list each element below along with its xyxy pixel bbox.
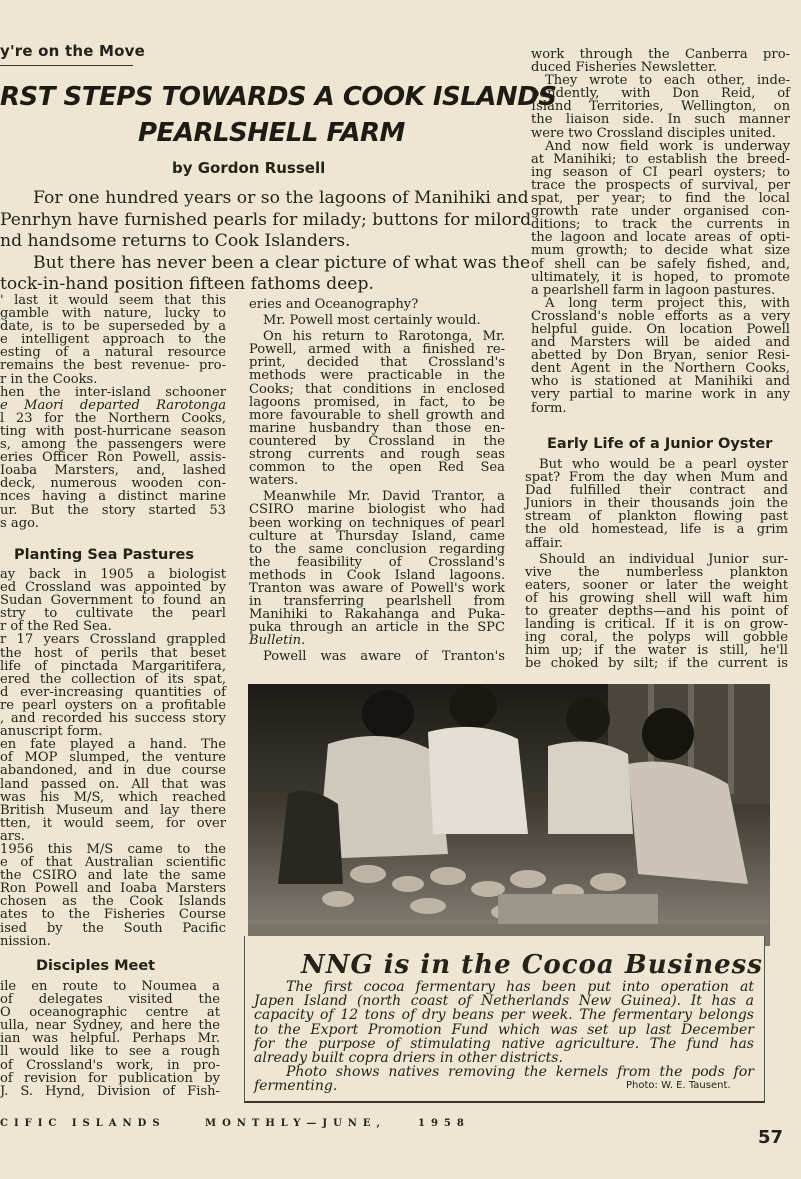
text-line: e of that Australian scientific	[0, 855, 226, 871]
text-line: been working on techniques of pearl	[249, 515, 505, 531]
text-line: Ron Powell and Ioaba Marsters	[0, 881, 226, 897]
text-line: form.	[531, 400, 567, 416]
caption-line: Japen Island (north coast of Netherlands New Guinea). It has a	[254, 993, 754, 1010]
lead-line: tock-in-hand position fifteen fathoms deep.	[0, 274, 374, 294]
text-line: culture at Thursday Island, came	[249, 528, 505, 544]
text-line: d ever-increasing quantities of	[0, 684, 226, 700]
text-line: ultimately, it is hoped, to promote	[531, 269, 790, 285]
text-line: lagoons promised, in fact, to be	[249, 394, 505, 410]
text-line: of his growing shell will waft him	[525, 590, 788, 606]
text-line: waters.	[249, 473, 299, 489]
text-line: remains the best revenue- pro-	[0, 358, 226, 374]
text-line: ised by the South Pacific	[0, 920, 226, 936]
text-line: in transferring pearlshell from	[249, 594, 505, 610]
text-line: ered the collection of its spat,	[0, 671, 226, 687]
text-line: ' last it would seem that this	[0, 293, 226, 308]
text-line: anuscript form.	[0, 724, 103, 740]
text-line: CSIRO marine biologist who had	[249, 502, 505, 518]
text-line: the CSIRO and late the same	[0, 868, 226, 884]
text-line: life of pinctada Margaritifera,	[0, 658, 226, 674]
text-line: Juniors in their thousands join the	[525, 496, 788, 512]
text-line: the lagoon and locate areas of opti-	[531, 230, 790, 246]
text-line: the old homestead, life is a grim	[525, 522, 788, 538]
text-line: print, decided that Crossland's	[249, 355, 505, 371]
section-rule	[0, 65, 133, 66]
lead-line: For one hundred years or so the lagoons of Manihiki and	[33, 188, 529, 208]
lead-line: Penrhyn have furnished pearls for milady; buttons for milord	[0, 209, 532, 230]
column-3-part-b	[525, 458, 788, 671]
text-line: Manihiki to Rakahanga and Puka-	[249, 607, 505, 623]
text-line: eries and Oceanography?	[249, 297, 419, 312]
text-line: trace the prospects of survival, per	[531, 177, 790, 193]
subhead-disciples: Disciples Meet	[36, 958, 156, 974]
footer-magazine-name: CIFIC ISLANDS	[0, 1118, 166, 1129]
text-line: s ago.	[0, 515, 39, 531]
text-line: ulla, near Sydney, and here the	[0, 1018, 220, 1034]
text-line: s, among the passengers were	[0, 437, 226, 453]
text-line: r of the Red Sea.	[0, 619, 112, 635]
text-line: Bulletin.	[249, 633, 306, 649]
text-line: methods were practicable in the	[249, 368, 505, 384]
subhead-planting: Planting Sea Pastures	[14, 547, 194, 563]
text-line: stream of plankton flowing past	[525, 509, 788, 525]
text-line: But who would be a pearl oyster	[539, 457, 788, 472]
headline-line-1: RST STEPS TOWARDS A COOK ISLANDS	[0, 82, 557, 112]
caption-line: already built copra driers in other districts.	[254, 1050, 563, 1067]
text-line: ting with post-hurricane season	[0, 423, 226, 439]
text-line: ur. But the story started 53	[0, 502, 226, 518]
text-line: Should an individual Junior sur-	[539, 551, 788, 567]
text-line: abetted by Don Bryan, senior Resi-	[531, 348, 790, 364]
column-1-part-b	[0, 568, 226, 948]
text-line: to greater depths—and his point of	[525, 604, 788, 620]
text-line: duced Fisheries Newsletter.	[531, 60, 718, 76]
caption-line: to the Export Promotion Fund which was set up last December	[254, 1021, 754, 1038]
text-line: helpful guide. On location Powell	[531, 321, 790, 337]
text-line: ian was helpful. Perhaps Mr.	[0, 1031, 220, 1047]
text-line: r 17 years Crossland grappled	[0, 632, 226, 648]
text-line: at Manihiki; to establish the breed-	[531, 151, 790, 167]
text-line: eaters, sooner or later the weight	[525, 577, 788, 593]
text-line: of shell can be safely fished, and,	[531, 256, 790, 272]
text-line: landing is critical. If it is on grow-	[525, 617, 788, 633]
text-line: eries Officer Ron Powell, assis-	[0, 450, 226, 466]
headline-line-2: PEARLSHELL FARM	[138, 118, 405, 148]
text-line: a pearlshell farm in lagoon pastures.	[531, 282, 776, 298]
column-2	[249, 298, 505, 664]
text-line: gamble with nature, lucky to	[0, 306, 226, 322]
text-line: Dad fulfilled their contract and	[525, 483, 788, 499]
caption-line: for the purpose of stimulating native agriculture. The fund has	[254, 1035, 754, 1052]
text-line: date, is to be superseded by a	[0, 319, 226, 335]
text-line: 1956 this M/S came to the	[0, 841, 226, 857]
text-line: On his return to Rarotonga, Mr.	[263, 329, 505, 345]
text-line: countered by Crossland in the	[249, 433, 505, 449]
text-line: deck, numerous wooden con-	[0, 476, 226, 492]
text-line: e Maori departed Rarotonga	[0, 397, 226, 413]
cocoa-fermentary-photo	[248, 684, 770, 946]
text-line: nission.	[0, 933, 51, 949]
text-line: stry to cultivate the pearl	[0, 606, 226, 622]
photo-illustration	[248, 684, 770, 946]
text-line: e intelligent approach to the	[0, 332, 226, 348]
text-line: nces having a distinct marine	[0, 489, 226, 505]
text-line: Cooks; that conditions in enclosed	[249, 381, 505, 397]
column-3-part-a	[531, 48, 790, 415]
text-line: very partial to marine work in any	[531, 387, 790, 403]
byline: by Gordon Russell	[172, 159, 326, 177]
section-tag: y're on the Move	[0, 42, 145, 60]
text-line: spat? From the day when Mum and	[525, 470, 788, 486]
caption-line: capacity of 12 tons of dry beans per week. The fermentary belongs	[254, 1007, 754, 1024]
text-line: strong currents and rough seas	[249, 447, 505, 463]
text-line: Mr. Powell most certainly would.	[263, 313, 481, 329]
text-line: hen the inter-island schooner	[0, 384, 226, 400]
caption-body	[254, 980, 754, 1094]
text-line: Powell, armed with a finished re-	[249, 342, 505, 358]
text-line: and Marsters will be aided and	[531, 335, 790, 351]
text-line: Ioaba Marsters, and, lashed	[0, 463, 226, 479]
text-line: land passed on. All that was	[0, 776, 226, 792]
text-line: to the same conclusion regarding	[249, 541, 505, 557]
text-line: of revision for publication by	[0, 1070, 220, 1086]
subhead-early-life: Early Life of a Junior Oyster	[547, 436, 773, 452]
text-line: British Museum and lay there	[0, 802, 226, 818]
text-line: methods in Cook Island lagoons.	[249, 567, 505, 583]
text-line: of Crossland's work, in pro-	[0, 1057, 220, 1073]
text-line: be choked by silt; if the current is	[525, 656, 788, 672]
text-line: Powell was aware of Tranton's	[263, 649, 505, 665]
text-line: of delegates visited the	[0, 992, 220, 1008]
column-1-part-c	[0, 980, 220, 1098]
text-line: A long term project this, with	[545, 295, 790, 311]
lead-paragraph	[0, 188, 532, 296]
text-line: en fate played a hand. The	[0, 737, 226, 753]
text-line: were two Crossland disciples united.	[531, 125, 776, 141]
text-line: spat, per year; to find the local	[531, 191, 790, 207]
page-number: 57	[758, 1127, 784, 1148]
text-line: marine husbandry than those en-	[249, 420, 505, 436]
text-line: him up; if the water is still, he'll	[525, 643, 788, 659]
lead-line: nd handsome returns to Cook Islanders.	[0, 231, 351, 251]
text-line: J. S. Hynd, Division of Fish-	[0, 1083, 220, 1099]
text-line: Meanwhile Mr. David Trantor, a	[263, 489, 505, 505]
text-line: ed Crossland was appointed by	[0, 580, 226, 596]
text-line: the liaison side. In such manner	[531, 112, 790, 128]
caption-line: Photo shows natives removing the kernels from the pods for	[286, 1064, 754, 1081]
text-line: ile en route to Noumea a	[0, 979, 220, 994]
text-line: chosen as the Cook Islands	[0, 894, 226, 910]
text-line: They wrote to each other, inde-	[545, 73, 790, 89]
text-line: vive the numberless plankton	[525, 564, 788, 580]
text-line: esting of a natural resource	[0, 345, 226, 361]
footer-issue: MONTHLY—JUNE,	[205, 1118, 387, 1129]
text-line: puka through an article in the SPC	[249, 620, 505, 636]
text-line: Crossland's noble efforts as a very	[531, 308, 790, 324]
text-line: Island Territories, Wellington, on	[531, 99, 790, 115]
text-line: the host of perils that beset	[0, 645, 226, 661]
text-line: pendently, with Don Reid, of	[531, 86, 790, 102]
text-line: ing season of CI pearl oysters; to	[531, 164, 790, 180]
text-line: abandoned, and in due course	[0, 763, 226, 779]
text-line: affair.	[525, 535, 564, 551]
text-line: Sudan Government to found an	[0, 593, 226, 609]
text-line: And now field work is underway	[545, 138, 790, 154]
text-line: ing coral, the polyps will gobble	[525, 630, 788, 646]
text-line: ditions; to track the currents in	[531, 217, 790, 233]
text-line: ars.	[0, 828, 25, 844]
column-1-part-a	[0, 294, 226, 530]
text-line: who is stationed at Manihiki and	[531, 374, 790, 390]
text-line: ay back in 1905 a biologist	[0, 567, 226, 582]
text-line: was his M/S, which reached	[0, 789, 226, 805]
text-line: l 23 for the Northern Cooks,	[0, 410, 226, 426]
text-line: r in the Cooks.	[0, 371, 98, 387]
text-line: more favourable to shell growth and	[249, 407, 505, 423]
caption-line: fermenting.	[254, 1078, 338, 1095]
text-line: mum growth; to decide what size	[531, 243, 790, 259]
text-line: the feasibility of Crossland's	[249, 554, 505, 570]
text-line: dent Agent in the Northern Cooks,	[531, 361, 790, 377]
text-line: of MOP slumped, the venture	[0, 750, 226, 766]
text-line: ates to the Fisheries Course	[0, 907, 226, 923]
text-line: O oceanographic centre at	[0, 1005, 220, 1021]
caption-title: NNG is in the Cocoa Business	[301, 950, 763, 980]
lead-line: But there has never been a clear picture of what was the	[33, 252, 531, 273]
text-line: , and recorded his success story	[0, 711, 226, 727]
text-line: work through the Canberra pro-	[531, 47, 790, 62]
text-line: re pearl oysters on a profitable	[0, 697, 226, 713]
text-line: growth rate under organised con-	[531, 204, 790, 220]
caption-line: The first cocoa fermentary has been put into operation at	[286, 979, 754, 995]
text-line: ll would like to see a rough	[0, 1044, 220, 1060]
text-line: Tranton was aware of Powell's work	[249, 580, 505, 596]
footer-year: 1958	[418, 1118, 470, 1129]
text-line: common to the open Red Sea	[249, 460, 505, 476]
text-line: tten, it would seem, for over	[0, 815, 226, 831]
photo-credit: Photo: W. E. Tausent.	[626, 1080, 731, 1091]
